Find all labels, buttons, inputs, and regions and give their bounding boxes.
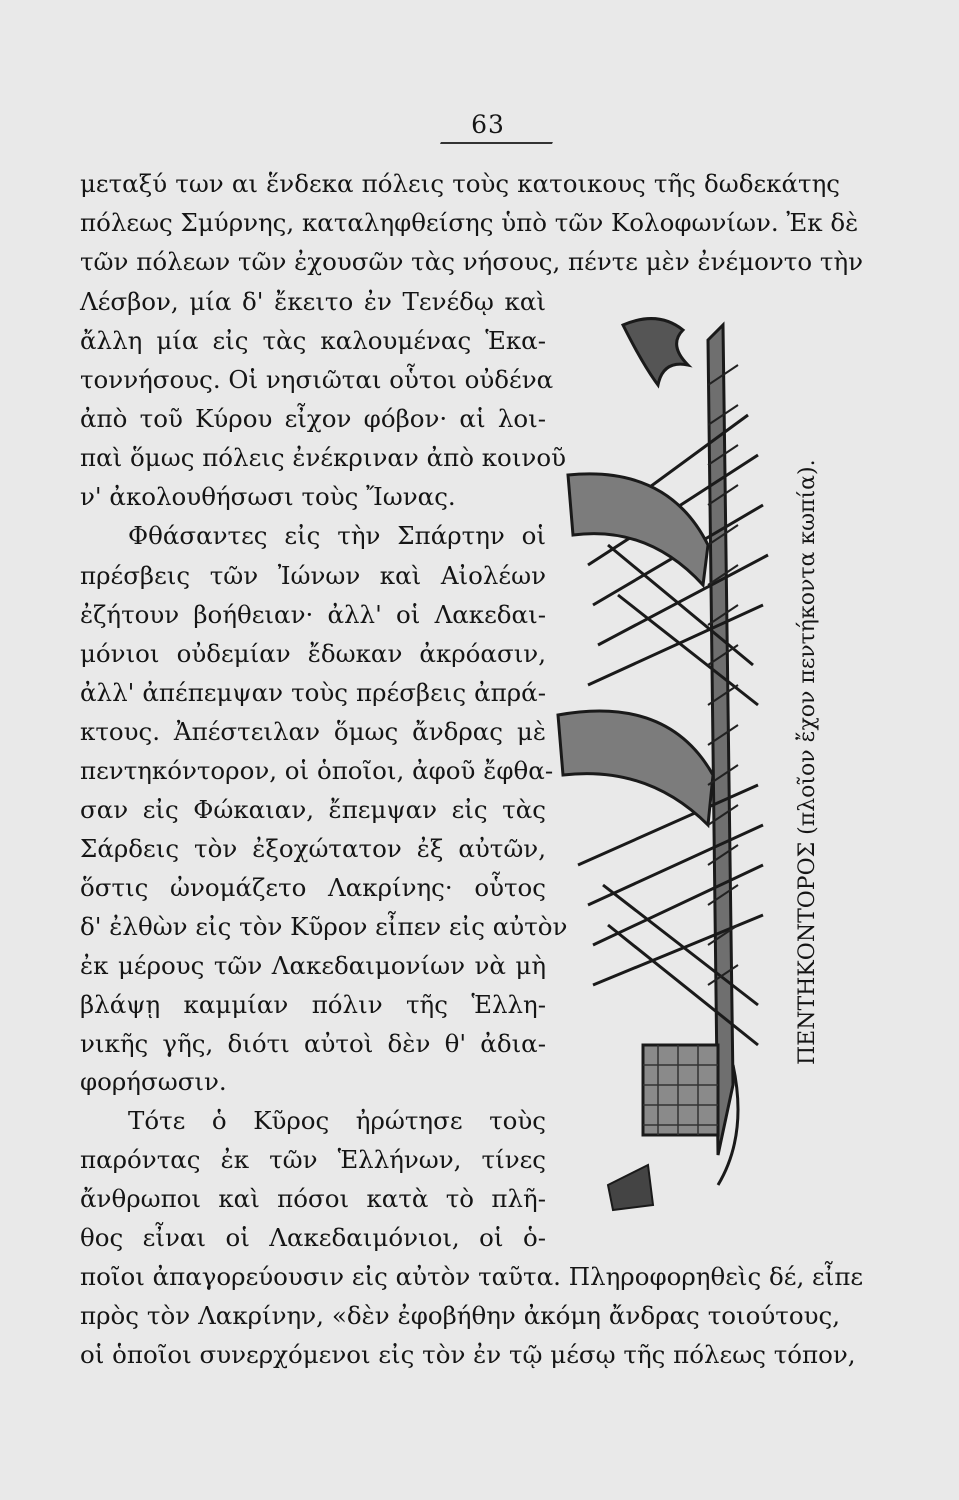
figure-caption: ΠΕΝΤΗΚΟΝΤΟΡΟΣ (πλοῖον ἔχον πεντήκοντα κωπία). bbox=[795, 459, 820, 1065]
text-line-23: νικῆς γῆς, διότι αὐτοὶ δὲν θ' ἀδια- bbox=[80, 1029, 546, 1058]
text-line-14: ἀλλ' ἀπέπεμψαν τοὺς πρέσβεις ἀπρά- bbox=[80, 678, 546, 707]
text-line-25: Τότε ὁ Κῦρος ἠρώτησε τοὺς bbox=[128, 1106, 546, 1135]
text-line-13: μόνιοι οὐδεμίαν ἔδωκαν ἀκρόασιν, bbox=[80, 639, 546, 668]
text-line-5: ἄλλη μία εἰς τὰς καλουμένας Ἑκα- bbox=[80, 326, 546, 355]
text-line-26: παρόντας ἐκ τῶν Ἑλλήνων, τίνες bbox=[80, 1145, 546, 1174]
text-line-30: πρὸς τὸν Λακρίνην, «δὲν ἐφοβήθην ἀκόμη ἄνδρας τοιούτους, bbox=[80, 1301, 840, 1330]
text-line-4: Λέσβον, μία δ' ἔκειτο ἐν Τενέδῳ καὶ bbox=[80, 287, 546, 316]
text-line-31: οἱ ὁποῖοι συνερχόμενοι εἰς τὸν ἐν τῷ μέσῳ τῆς πόλεως τόπον, bbox=[80, 1340, 856, 1369]
text-line-17: σαν εἰς Φώκαιαν, ἔπεμψαν εἰς τὰς bbox=[80, 795, 546, 824]
text-line-29: ποῖοι ἀπαγορεύουσιν εἰς αὐτὸν ταῦτα. Πληροφορηθεὶς δέ, εἶπε bbox=[80, 1262, 864, 1291]
text-line-11: πρέσβεις τῶν Ἰώνων καὶ Αἰολέων bbox=[80, 561, 546, 590]
text-line-27: ἄνθρωποι καὶ πόσοι κατὰ τὸ πλῆ- bbox=[80, 1184, 546, 1213]
text-line-20: δ' ἐλθὼν εἰς τὸν Κῦρον εἶπεν εἰς αὐτὸν bbox=[80, 912, 568, 941]
page-number-underline bbox=[439, 142, 553, 146]
text-line-12: ἐζήτουν βοήθειαν· ἀλλ' οἱ Λακεδαι- bbox=[80, 600, 546, 629]
text-line-22: βλάψῃ καμμίαν πόλιν τῆς Ἑλλη- bbox=[80, 990, 546, 1019]
text-line-19: ὅστις ὠνομάζετο Λακρίνης· οὗτος bbox=[80, 873, 546, 902]
text-line-2: πόλεως Σμύρνης, καταληφθείσης ὑπὸ τῶν Κολοφωνίων. Ἐκ δὲ bbox=[80, 208, 859, 237]
text-line-15: κτους. Ἀπέστειλαν ὅμως ἄνδρας μὲ bbox=[80, 717, 546, 746]
text-line-7: ἀπὸ τοῦ Κύρου εἶχον φόβον· αἱ λοι- bbox=[80, 404, 546, 433]
lower-deck-shape bbox=[558, 711, 713, 825]
text-line-9: ν' ἀκολουθήσωσι τοὺς Ἴωνας. bbox=[80, 482, 456, 511]
text-line-28: θος εἶναι οἱ Λακεδαιμόνιοι, οἱ ὁ- bbox=[80, 1223, 546, 1252]
text-line-1: μεταξύ των αι ἕνδεκα πόλεις τοὺς κατοικους τῆς δωδεκάτης bbox=[80, 169, 840, 198]
stern-cabin bbox=[643, 1045, 718, 1135]
text-line-24: φορήσωσιν. bbox=[80, 1067, 227, 1096]
text-line-10: Φθάσαντες εἰς τὴν Σπάρτην οἱ bbox=[128, 521, 546, 550]
rudder bbox=[608, 1165, 653, 1210]
text-line-6: τοννήσους. Οἱ νησιῶται οὗτοι οὐδένα bbox=[80, 365, 554, 394]
text-line-21: ἐκ μέρους τῶν Λακεδαιμονίων νὰ μὴ bbox=[80, 951, 546, 980]
page-number: 63 bbox=[471, 110, 505, 139]
text-line-3: τῶν πόλεων τῶν ἐχουσῶν τὰς νήσους, πέντε μὲν ἐνέμοντο τὴν bbox=[80, 247, 864, 276]
text-line-8: παὶ ὅμως πόλεις ἐνέκριναν ἀπὸ κοινοῦ bbox=[80, 443, 566, 472]
text-line-16: πεντηκόντορον, οἱ ὁποῖοι, ἀφοῦ ἔφθα- bbox=[80, 756, 554, 785]
text-line-18: Σάρδεις τὸν ἐξοχώτατον ἐξ αὐτῶν, bbox=[80, 834, 546, 863]
